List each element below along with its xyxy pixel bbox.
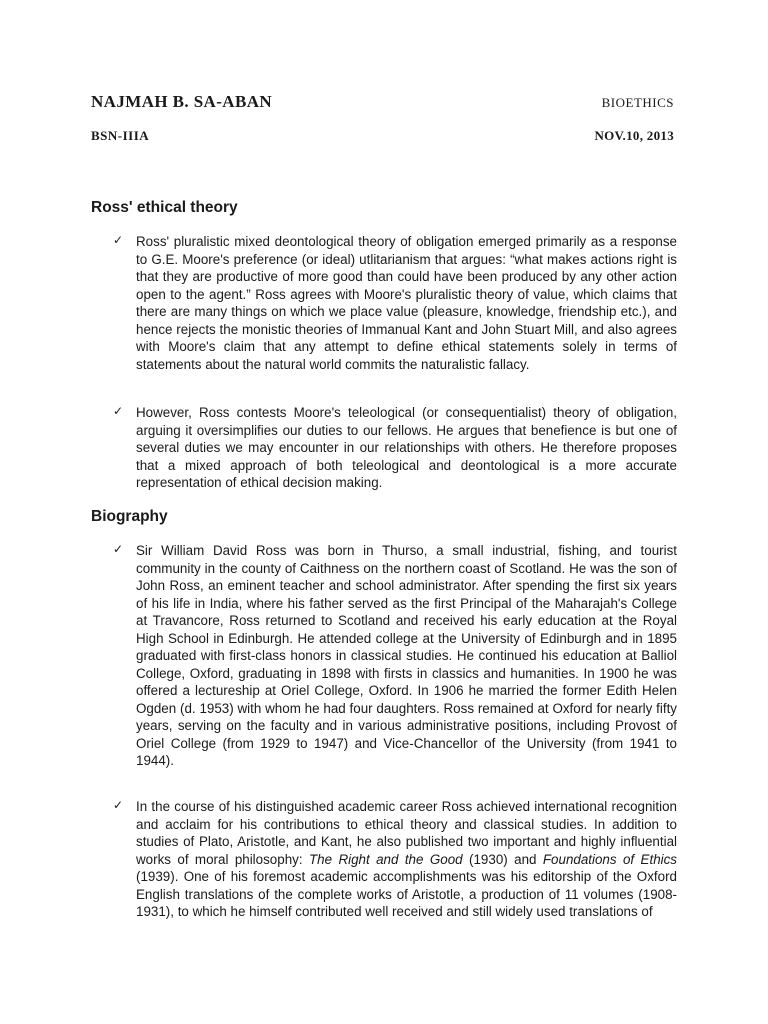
author-name: NAJMAH B. SA-ABAN: [91, 92, 273, 111]
subject-label: BIOETHICS: [601, 95, 674, 110]
checkmark-icon: ✓: [113, 542, 124, 556]
book-title-foundations-of-ethics: Foundations of Ethics: [542, 851, 678, 867]
text-segment: In the course of his distinguished academic career Ross achieved international recognition and acclaim for his contributions to ethical theory and classical studies. In addition to studies of Plato, Aristotle, and Kant, he also published two important and highly influential works of moral philosophy:: [136, 799, 677, 867]
date-label: NOV.10, 2013: [594, 128, 674, 143]
text-segment: (1930) and: [462, 851, 543, 867]
header-row-1: [91, 92, 674, 112]
bullet-text: Ross' pluralistic mixed deontological theory of obligation emerged primarily as a response to G.E. Moore's preference (or ideal) utlitarianism that argues: “what makes actions right is that they are productive of more good than could have been produced by any other action open to the agent.” Ross agrees with Moore's pluralistic theory of value, which claims that there are many things on which we place value (pleasure, knowledge, friendship etc.), and hence rejects the monistic theories of Immanual Kant and John Stuart Mill, and also agrees with Moore's claim that any attempt to define ethical statements solely in terms of statements about the natural world commits the naturalistic fallacy.: [136, 234, 677, 372]
bullet-item: [115, 404, 677, 492]
checkmark-icon: ✓: [113, 404, 124, 418]
checkmark-icon: ✓: [113, 798, 124, 812]
bullet-text: However, Ross contests Moore's teleological (or consequentialist) theory of obligation, arguing it oversimplifies our duties to our fellows. He argues that benefience is but one of several duties we may encounter in our relationships with others. He therefore proposes that a mixed approach of both teleological and deontological is a more accurate representation of ethical decision making.: [136, 405, 677, 490]
bullet-item: [115, 542, 677, 770]
bullet-text: [136, 798, 677, 921]
bullet-text: Sir William David Ross was born in Thurso, a small industrial, fishing, and tourist community in the county of Caithness on the northern coast of Scotland. He was the son of John Ross, an eminent teacher and school administrator. After spending the first six years of his life in India, where his father served as the first Principal of the Maharajah's College at Travancore, Ross returned to Scotland and received his early education at the Royal High School in Edinburgh. He attended college at the University of Edinburgh and in 1895 graduated with first-class honors in classical studies. He continued his education at Balliol College, Oxford, graduating in 1898 with firsts in classics and humanities. In 1900 he was offered a lectureship at Oriel College, Oxford. In 1906 he married the former Edith Helen Ogden (d. 1953) with whom he had four daughters. Ross remained at Oxford for nearly fifty years, serving on the faculty and in various administrative positions, including Provost of Oriel College (from 1929 to 1947) and Vice-Chancellor of the University (from 1941 to 1944).: [136, 543, 677, 768]
section-title-ross-theory: Ross' ethical theory: [91, 199, 238, 216]
bullet-item: [115, 798, 677, 921]
course-label: BSN-IIIA: [91, 128, 150, 143]
book-title-right-and-good: The Right and the Good: [308, 851, 463, 867]
section-title-biography: Biography: [91, 508, 168, 525]
checkmark-icon: ✓: [113, 233, 124, 247]
bullet-item: [115, 233, 677, 373]
header-row-2: [91, 128, 674, 144]
text-segment: (1939). One of his foremost academic accomplishments was his editorship of the Oxford English translations of the complete works of Aristotle, a production of 11 volumes (1908-1931), to which he himself contributed well received and still widely used translations of: [136, 869, 677, 919]
